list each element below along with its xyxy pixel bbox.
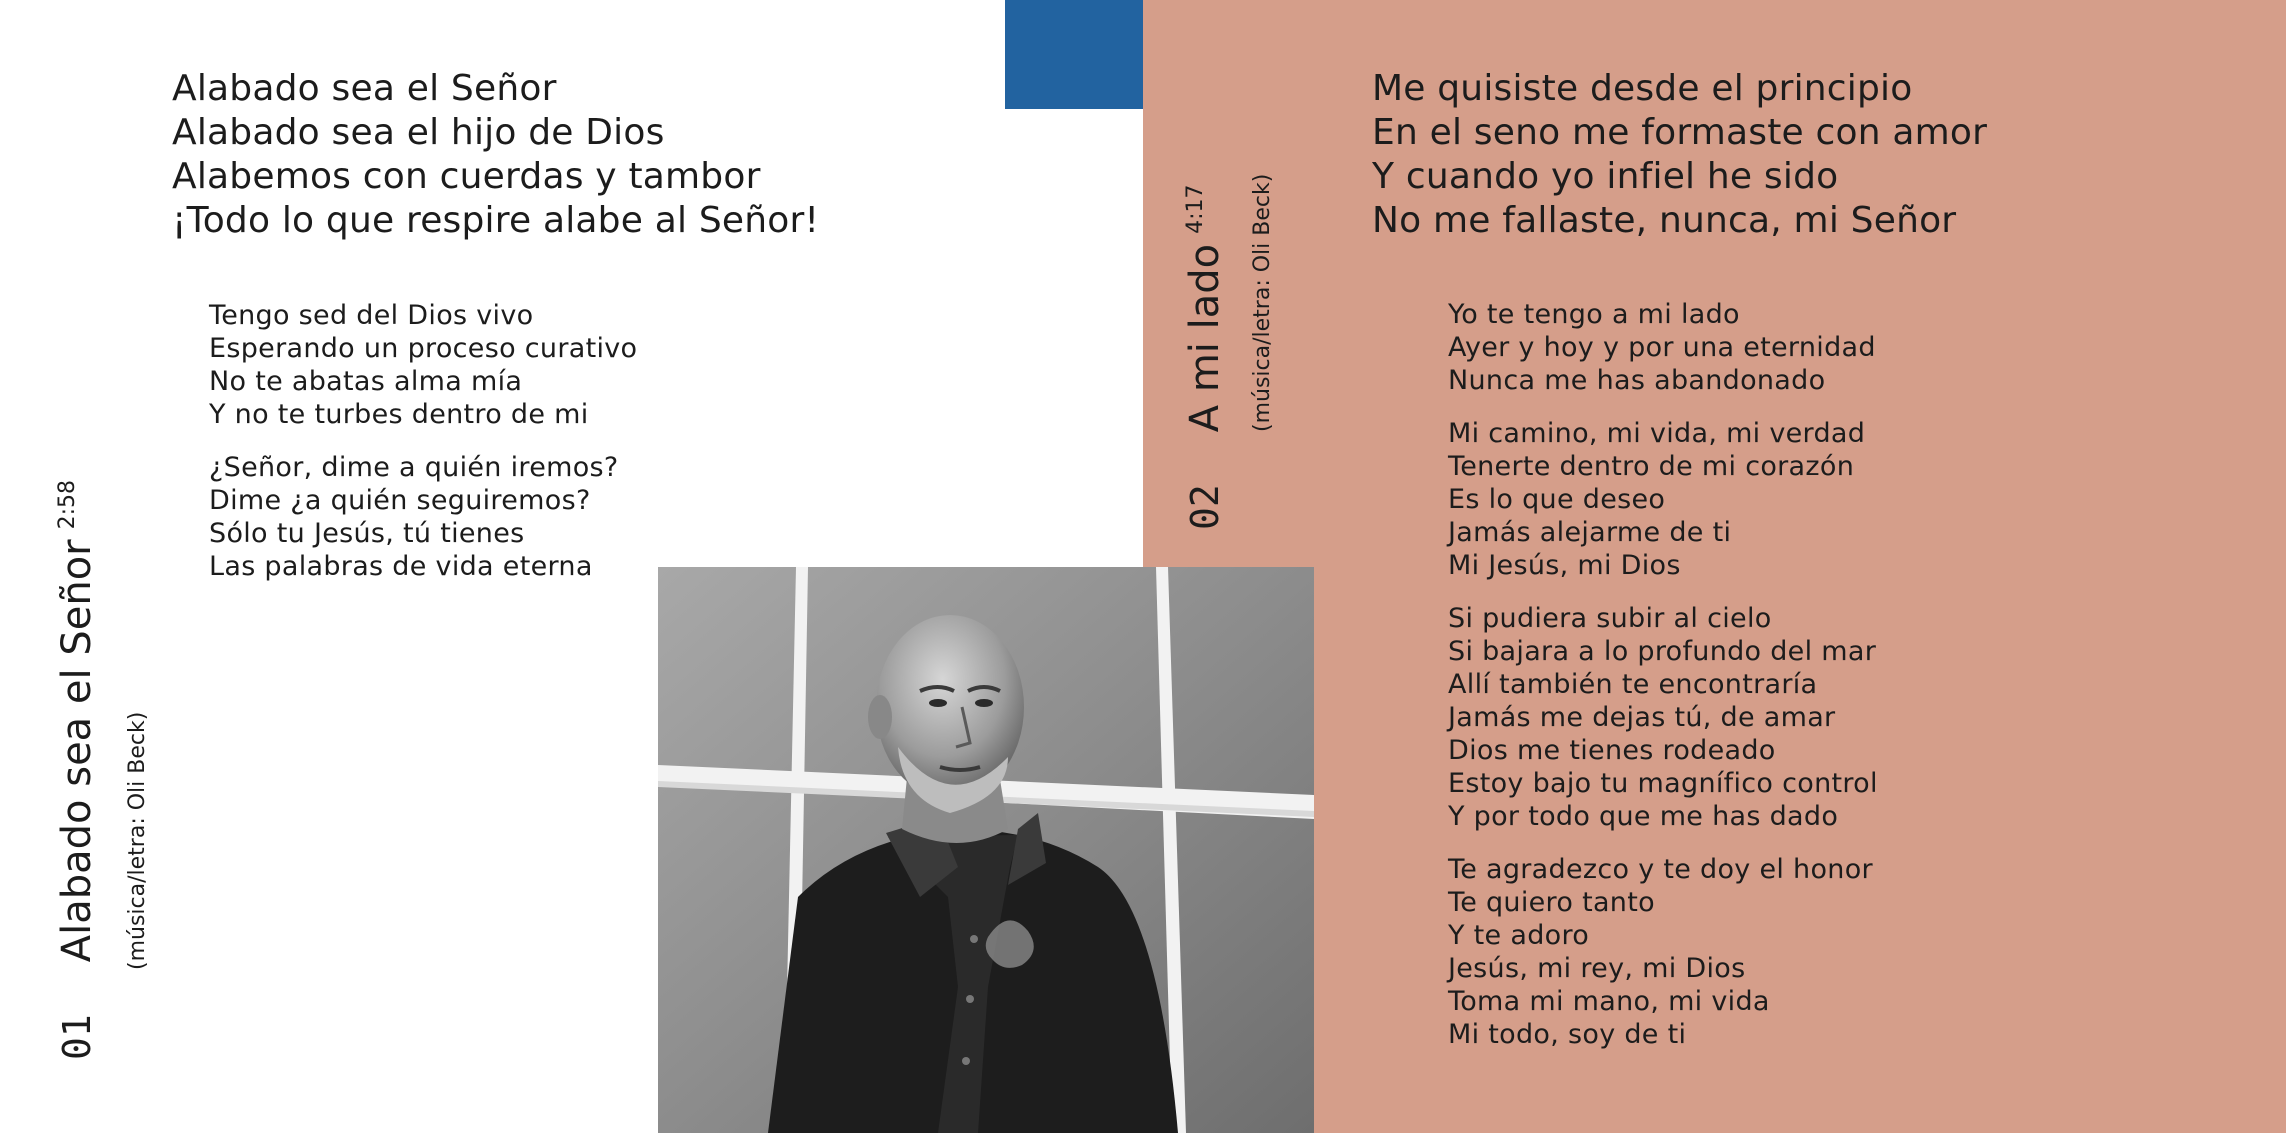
lyric-line: Las palabras de vida eterna xyxy=(209,551,593,582)
lyric-line: Alabemos con cuerdas y tambor xyxy=(172,156,761,197)
lyric-line: Alabado sea el hijo de Dios xyxy=(172,112,665,153)
lyric-line: Y por todo que me has dado xyxy=(1448,801,1839,832)
lyric-line: Ayer y hoy y por una eternidad xyxy=(1448,332,1876,363)
lyric-line: ¿Señor, dime a quién iremos? xyxy=(209,452,619,483)
lyric-line: Mi todo, soy de ti xyxy=(1448,1019,1687,1050)
stanza xyxy=(209,451,637,583)
lyric-line: Mi camino, mi vida, mi verdad xyxy=(1448,418,1866,449)
lyric-line: No te abatas alma mía xyxy=(209,366,523,397)
lyric-line: Alabado sea el Señor xyxy=(172,68,557,109)
track2-credit: (música/letra: Oli Beck) xyxy=(1250,173,1275,432)
lyric-line: Esperando un proceso curativo xyxy=(209,333,638,364)
artist-photo xyxy=(658,567,1314,1133)
lyric-line: Jesús, mi rey, mi Dios xyxy=(1448,953,1746,984)
artist-photo-illustration xyxy=(658,567,1314,1133)
lyric-line: Nunca me has abandonado xyxy=(1448,365,1826,396)
lyric-line: Y cuando yo infiel he sido xyxy=(1372,156,1839,197)
blue-accent-block xyxy=(1005,0,1143,109)
stanza xyxy=(209,299,637,431)
stanza xyxy=(1448,602,1878,833)
lyric-line: Y no te turbes dentro de mi xyxy=(209,399,589,430)
lyric-line: Estoy bajo tu magnífico control xyxy=(1448,768,1878,799)
lyric-line: Me quisiste desde el principio xyxy=(1372,68,1913,109)
lyric-line: Es lo que deseo xyxy=(1448,484,1666,515)
lyric-line: En el seno me formaste con amor xyxy=(1372,112,1988,153)
lyric-line: Mi Jesús, mi Dios xyxy=(1448,550,1681,581)
track2-number: 02 xyxy=(1183,484,1227,530)
lyric-line: Toma mi mano, mi vida xyxy=(1448,986,1770,1017)
track1-verses xyxy=(209,299,637,603)
lyric-line: Si pudiera subir al cielo xyxy=(1448,603,1772,634)
lyric-line: Dios me tienes rodeado xyxy=(1448,735,1776,766)
track1-chorus xyxy=(172,67,819,243)
track2-title-block xyxy=(1184,184,1226,530)
lyric-line: Jamás me dejas tú, de amar xyxy=(1448,702,1836,733)
lyric-line: Si bajara a lo profundo del mar xyxy=(1448,636,1877,667)
track1-duration: 2:58 xyxy=(55,479,80,530)
track2-verses xyxy=(1448,298,1878,1071)
lyric-line: Yo te tengo a mi lado xyxy=(1448,299,1740,330)
track2-duration: 4:17 xyxy=(1183,184,1208,234)
lyric-line: No me fallaste, nunca, mi Señor xyxy=(1372,200,1957,241)
track2-title: A mi lado xyxy=(1182,243,1228,433)
lyric-line: Sólo tu Jesús, tú tienes xyxy=(209,518,525,549)
lyric-line: Jamás alejarme de ti xyxy=(1448,517,1732,548)
lyric-line: Tenerte dentro de mi corazón xyxy=(1448,451,1855,482)
stanza xyxy=(1448,417,1878,582)
lyric-line: Y te adoro xyxy=(1448,920,1590,951)
track1-title: Alabado sea el Señor xyxy=(54,539,100,963)
lyric-line: ¡Todo lo que respire alabe al Señor! xyxy=(172,200,820,241)
lyric-line: Allí también te encontraría xyxy=(1448,669,1818,700)
stanza xyxy=(1448,853,1878,1051)
lyric-line: Te quiero tanto xyxy=(1448,887,1655,918)
track1-number: 01 xyxy=(55,1014,99,1060)
track1-credit: (música/letra: Oli Beck) xyxy=(125,711,150,970)
lyric-line: Te agradezco y te doy el honor xyxy=(1448,854,1873,885)
lyric-line: Tengo sed del Dios vivo xyxy=(209,300,534,331)
track1-title-block xyxy=(56,480,98,1060)
stanza xyxy=(1448,298,1878,397)
track2-chorus xyxy=(1372,67,1987,243)
lyric-line: Dime ¿a quién seguiremos? xyxy=(209,485,591,516)
